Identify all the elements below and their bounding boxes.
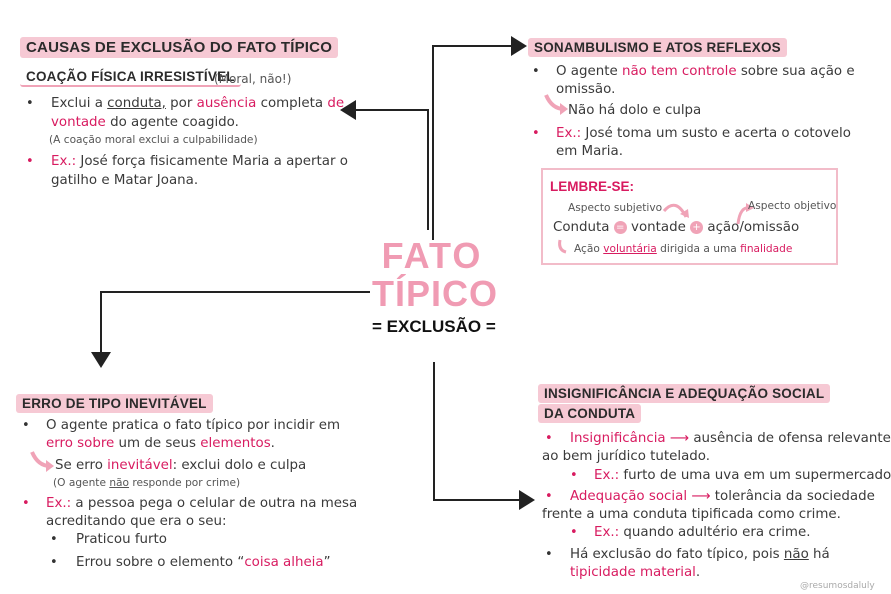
insig-bullet2-line2: frente a uma conduta tipificada como crime. [542,507,841,522]
sonambulismo-bullet1-line2: omissão. [556,82,616,97]
insig-bullet2-example: Ex.: quando adultério era crime. [594,525,811,540]
lembre-formula: Conduta = vontade + ação/omissão [553,220,800,235]
insig-bullet1-line1: Insignificância ⟶ ausência de ofensa relevante [570,431,891,446]
lembre-aspect-subjective: Aspecto subjetivo [568,202,663,214]
sonambulismo-example-line2: em Maria. [556,144,623,159]
lembre-definition: Ação voluntária dirigida a uma finalidade [574,243,793,255]
causas-example-line2: gatilho e Matar Joana. [51,173,199,188]
sonambulismo-example-line1: Ex.: José toma um susto e acerta o cotovelo [556,126,851,141]
sonambulismo-arrow-text: Não há dolo e culpa [568,103,702,118]
erro-arrow-text: Se erro inevitável: exclui dolo e culpa [55,458,307,473]
center-word-fato: FATO [381,235,483,276]
causas-example-line1: Ex.: José força fisicamente Maria a apertar o [51,154,348,169]
arrow-to-causas [342,110,428,230]
watermark: @resumosdaluly [800,581,875,591]
plus-icon: + [690,221,703,234]
bullet: • [545,431,553,446]
causas-subtitle-note: (Moral, não!) [214,72,292,86]
arrow-to-sonambulismo [433,46,525,240]
lembre-title: LEMBRE-SE: [550,179,634,194]
erro-sub1: Praticou furto [76,532,167,547]
bullet: • [532,126,540,141]
insig-bullet3-line1: Há exclusão do fato típico, pois não há [570,547,830,562]
causas-subtitle: COAÇÃO FÍSICA IRRESISTÍVEL [20,68,241,87]
sonambulismo-title: SONAMBULISMO E ATOS REFLEXOS [528,38,787,57]
insig-bullet1-line2: ao bem jurídico tutelado. [542,449,711,464]
center-title [372,235,499,350]
insig-bullet2-line1: Adequação social ⟶ tolerância da sociedade [570,489,875,504]
lembre-aspect-objective: Aspecto objetivo [748,200,837,212]
center-word-tipico: TÍPICO [372,273,499,314]
bullet: • [50,555,58,570]
insig-bullet1-example: Ex.: furto de uma uva em um supermercado [594,468,891,483]
bullet: • [570,525,578,540]
insig-bullet3-line2: tipicidade material. [570,565,701,580]
erro-example-line2: acreditando que era o seu: [46,514,227,529]
bullet: • [570,468,578,483]
causas-note: (A coação moral exclui a culpabilidade) [49,134,258,146]
insig-title-line2: DA CONDUTA [538,404,641,423]
bullet: • [545,489,553,504]
erro-sub2: Errou sobre o elemento “coisa alheia” [76,555,331,570]
arrow-right-icon: ⟶ [669,431,690,446]
insig-title-line1: INSIGNIFICÂNCIA E ADEQUAÇÃO SOCIAL [538,384,830,403]
erro-bullet1-line2: erro sobre um de seus elementos. [46,436,275,451]
causas-title: CAUSAS DE EXCLUSÃO DO FATO TÍPICO [20,37,338,58]
bullet: • [26,154,34,169]
bullet: • [22,418,30,433]
erro-bullet1-line1: O agente pratica o fato típico por incidir em [46,418,341,433]
erro-title: ERRO DE TIPO INEVITÁVEL [16,394,213,413]
arrow-right-icon: ⟶ [691,489,711,504]
arrow-to-insig [434,362,533,500]
sonambulismo-bullet1-line1: O agente não tem controle sobre sua ação e [556,64,855,79]
bullet: • [545,547,553,562]
bullet: • [50,532,58,547]
erro-example-line1: Ex.: a pessoa pega o celular de outra na mesa [46,496,358,511]
center-subtitle: = EXCLUSÃO = [372,317,496,336]
causas-bullet1-line1: Exclui a conduta, por ausência completa de [51,96,345,111]
equals-icon: = [614,221,627,234]
erro-note: (O agente não responde por crime) [53,477,241,489]
arrow-to-erro [101,292,370,366]
bullet: • [22,496,30,511]
bullet: • [26,96,34,111]
causas-bullet1-line2: vontade do agente coagido. [51,115,239,130]
bullet: • [532,64,540,79]
